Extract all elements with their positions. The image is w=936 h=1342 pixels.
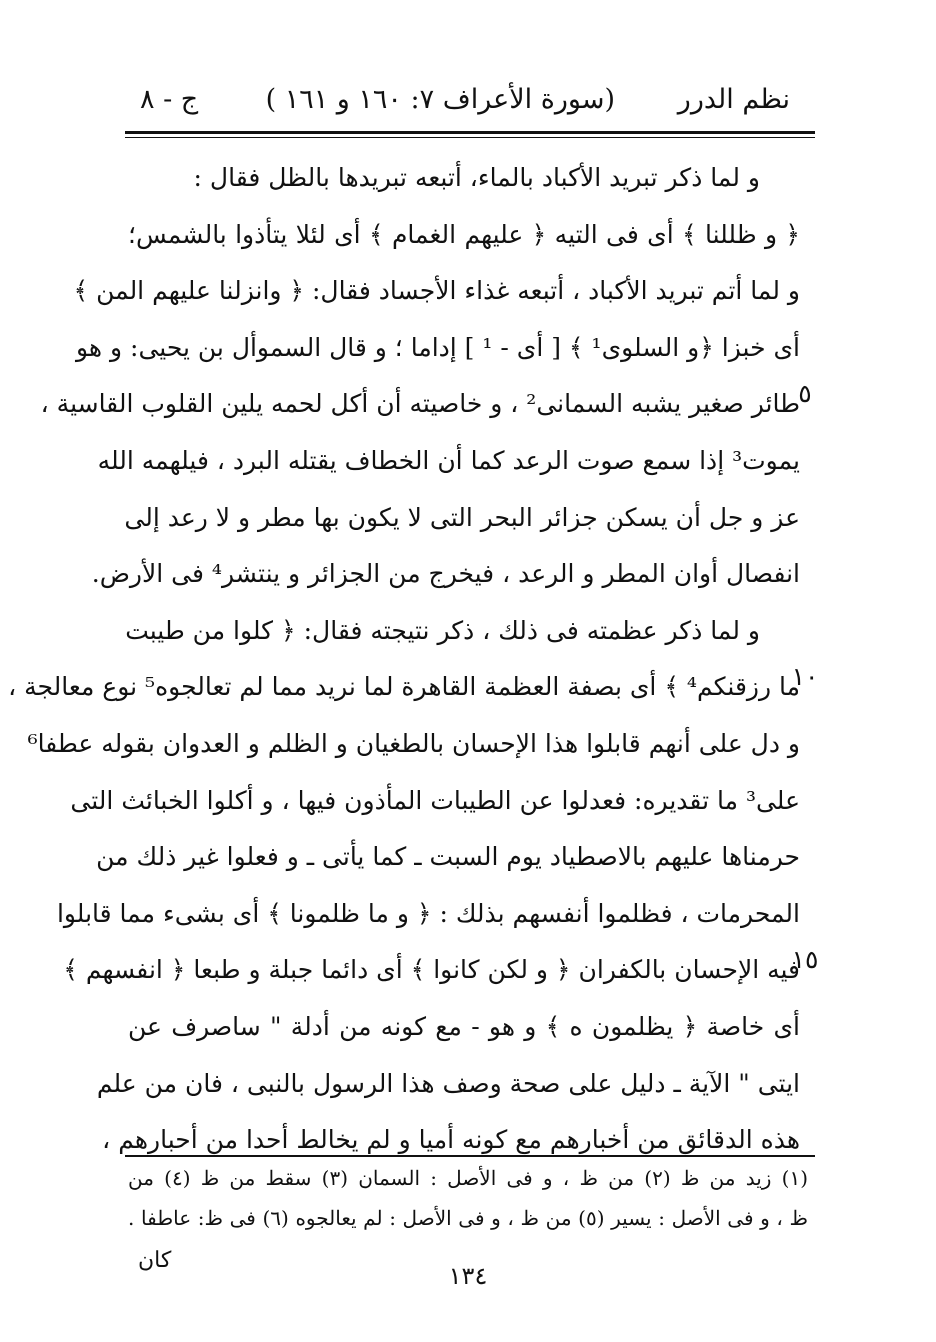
text-line: عز و جل أن يسكن جزائر البحر التى لا يكون بها مطر و لا رعد إلى: [124, 502, 800, 532]
book-title: نظم الدرر: [677, 84, 790, 115]
text-line: هذه الدقائق من أخبارهم مع كونه أميا و لم يخالط أحدا من أحبارهم ،: [102, 1125, 800, 1155]
part-number: ج - ٨: [140, 84, 199, 115]
page-number: ١٣٤: [448, 1262, 488, 1290]
text-line: أى خبزا ﴿و السلوى¹ ﴾ [ أى - ¹ ] إداما ؛ و قال السموأل بن يحيى: و هو: [75, 332, 800, 362]
text-line: على³ ما تقديره: فعدلوا عن الطيبات المأذون فيها ، و أكلوا الخبائث التى: [70, 785, 800, 815]
text-line: المحرمات ، فظلموا أنفسهم بذلك : ﴿ و ما ظلمونا ﴾ أى بشىء مما قابلوا: [56, 898, 800, 928]
text-line: ما رزقنكم⁴ ﴾ أى بصفة العظمة القاهرة لما نريد مما لم تعالجوه⁵ نوع معالجة ،: [8, 672, 800, 702]
text-line: و دل على أنهم قابلوا هذا الإحسان بالطغيان و الظلم و العدوان بقوله عطفا⁶: [27, 728, 800, 758]
text-line: حرمناها عليهم بالاصطياد يوم السبت ـ كما يأتى ـ و فعلوا غير ذلك من: [96, 842, 800, 872]
text-line: و لما ذكر تبريد الأكباد بالماء، أتبعه تبريدها بالظل فقال :: [193, 163, 760, 192]
line-number-15: ١٥: [791, 945, 819, 974]
footnote-rule: [125, 1155, 815, 1157]
text-line: يموت³ إذا سمع صوت الرعد كما أن الخطاف يقتله البرد ، فيلهمه الله: [97, 445, 800, 475]
header-rule: [125, 131, 815, 134]
text-line: ايتى " الآية ـ دليل على صحة وصف هذا الرسول بالنبى ، فان من علم: [96, 1068, 800, 1098]
line-number-10: ١٠: [791, 662, 819, 691]
footnote-line: ظ ، و فى الأصل : يسير (٥) من ظ ، و فى الأصل : لم يعالجوه (٦) فى ظ: عاطفا .: [128, 1206, 808, 1230]
line-number-5: ٥: [798, 379, 812, 408]
main-text: [8, 150, 800, 1169]
header-rule-thin: [125, 137, 815, 138]
running-header: [140, 84, 790, 128]
text-line: و لما ذكر عظمته فى ذلك ، ذكر نتيجته فقال: ﴿ كلوا من طيبت: [125, 615, 760, 645]
footnotes: [128, 1158, 808, 1238]
text-line: انفصال أوان المطر و الرعد ، فيخرج من الجزائر و ينتشر⁴ فى الأرض.: [91, 559, 800, 589]
text-line: و لما أتم تبريد الأكباد ، أتبعه غذاء الأجساد فقال: ﴿ وانزلنا عليهم المن ﴾: [73, 276, 800, 306]
text-line: فيه الإحسان بالكفران ﴿ و لكن كانوا ﴾ أى دائما جبلة و طبعا ﴿ انفسهم ﴾: [63, 955, 800, 985]
footnote-line: (١) زيد من ظ (٢) من ظ ، و فى الأصل : السمان (٣) سقط من ظ (٤) من: [128, 1166, 808, 1190]
surah-reference: (سورة الأعراف ٧: ١٦٠ و ١٦١ ): [265, 84, 615, 115]
catchword: كان: [138, 1248, 172, 1273]
text-line: أى خاصة ﴿ يظلمون ه ﴾ و هو - مع كونه من أدلة " ساصرف عن: [128, 1011, 800, 1041]
text-line: ﴿ و ظللنا ﴾ أى فى التيه ﴿ عليهم الغمام ﴾ أى لئلا يتأذوا بالشمس؛: [128, 219, 800, 249]
text-line: طائر صغير يشبه السمانى² ، و خاصيته أن أكل لحمه يلين القلوب القاسية ،: [40, 389, 800, 419]
